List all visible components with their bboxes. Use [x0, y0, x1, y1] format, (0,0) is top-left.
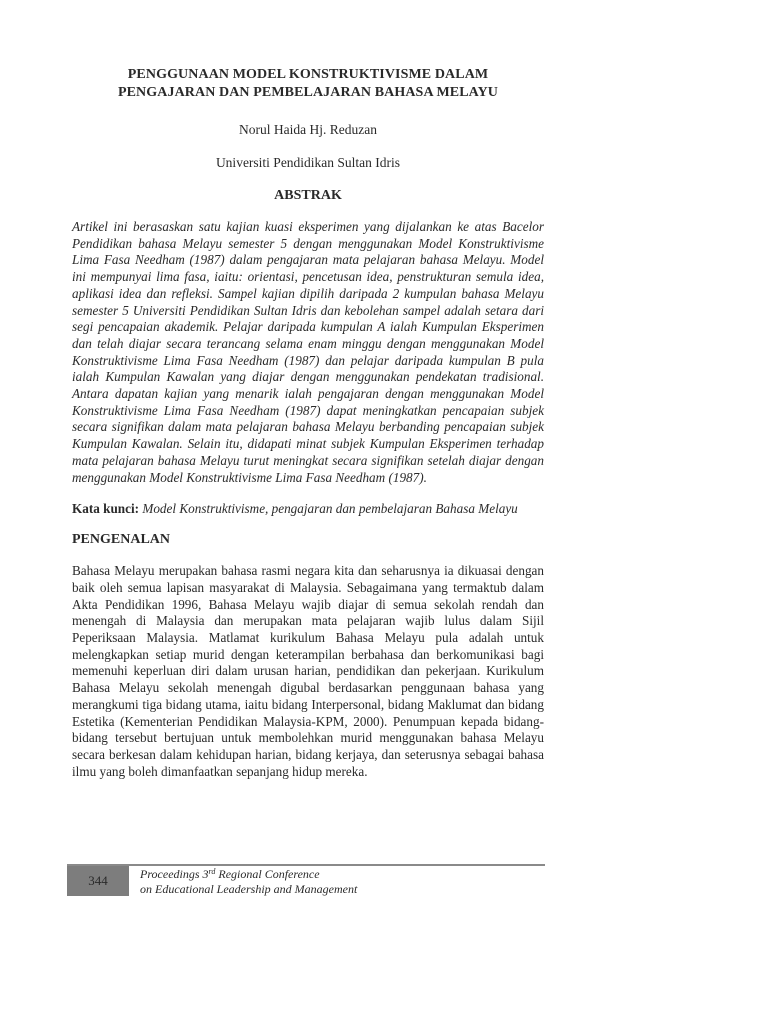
page-number-box — [67, 866, 129, 896]
page-number: 344 — [88, 873, 108, 888]
keywords-label: Kata kunci: — [72, 501, 140, 517]
footer-divider — [67, 864, 545, 866]
abstract-text: Artikel ini berasaskan satu kajian kuasi eksperimen yang dijalankan ke atas Bacelor Pendidikan bahasa Melayu semester 5 dengan menggunakan Model Konstruktivisme Lima Fasa Needham (1987) dalam pengajaran mata pelajaran bahasa Melayu. Model ini mempunyai lima fasa, iaitu: orientasi, pencetusan idea, penstrukturan semula idea, aplikasi idea dan refleksi. Sampel kajian dipilih daripada 2 kumpulan bahasa Melayu semester 5 Universiti Pendidikan Sultan Idris dan kebolehan sampel adalah setara dari segi pencapaian akademik. Pelajar daripada kumpulan A ialah Kumpulan Eksperimen dan telah diajar secara terancang selama enam minggu dengan menggunakan Model Konstruktivisme Lima Fasa Needham (1987) dan pelajar daripada kumpulan B pula ialah Kumpulan Kawalan yang diajar dengan menggunakan pendekatan tradisional. Antara dapatan kajian yang menarik ialah pengajaran dengan menggunakan Model Konstruktivisme Lima Fasa Needham (1987) dapat meningkatkan pencapaian subjek secara signifikan dalam mata pelajaran bahasa Melayu berbanding pencapaian subjek Kumpulan Kawalan. Selain itu, didapati minat subjek Kumpulan Eksperimen terhadap mata pelajaran bahasa Melayu turut meningkat secara signifikan setelah diajar dengan menggunakan Model Konstruktivisme Lima Fasa Needham (1987). — [72, 219, 544, 485]
keywords — [72, 500, 544, 517]
keywords-text: Model Konstruktivisme, pengajaran dan pembelajaran Bahasa Melayu — [142, 501, 518, 517]
paper-title-line-2: PENGAJARAN DAN PEMBELAJARAN BAHASA MELAYU — [117, 85, 499, 100]
paper-page — [72, 66, 544, 780]
paper-title-line-1: PENGGUNAAN MODEL KONSTRUKTIVISME DALAM — [127, 67, 489, 82]
footer-line-1-superscript: rd — [208, 867, 216, 876]
section-body-text: Bahasa Melayu merupakan bahasa rasmi negara kita dan seharusnya ia dikuasai dengan baik oleh semua lapisan masyarakat di Malaysia. Sebagaimana yang termaktub dalam Akta Pendidikan 1996, Bahasa Melayu wajib diajar di semua sekolah rendah dan menengah di Malaysia dan merupakan mata pelajaran wajib lulus dalam Sijil Peperiksaan Malaysia. Matlamat kurikulum Bahasa Melayu pula adalah untuk melengkapkan setiap murid dengan keterampilan berbahasa dan berkomunikasi bagi memenuhi keperluan diri dalam urusan harian, pendidikan dan pekerjaan. Kurikulum Bahasa Melayu sekolah menengah digubal berdasarkan penggunaan bahasa yang merangkumi tiga bidang utama, iaitu bidang Interpersonal, bidang Maklumat dan bidang Estetika (Kementerian Pendidikan Malaysia-KPM, 2000). Penumpuan kepada bidang-bidang tersebut bertujuan untuk membolehkan murid menggunakan bahasa Melayu secara berkesan dalam kehidupan harian, bidang kerjaya, dan seterusnya sebagai bahasa ilmu yang boleh dimanfaatkan sepanjang hidup mereka. — [72, 563, 544, 779]
footer-line-1 — [140, 867, 357, 882]
footer-proceedings-text — [140, 867, 357, 896]
footer-line-2: on Educational Leadership and Management — [140, 881, 358, 896]
author-name: Norul Haida Hj. Reduzan — [239, 122, 377, 137]
author-affiliation: Universiti Pendidikan Sultan Idris — [215, 155, 401, 170]
footer-line-1-suffix: Regional Conference — [215, 867, 320, 881]
footer-line-1-text: Proceedings 3 — [140, 867, 209, 881]
section-heading-pengenalan: PENGENALAN — [72, 532, 171, 548]
abstract-heading: ABSTRAK — [274, 188, 342, 203]
